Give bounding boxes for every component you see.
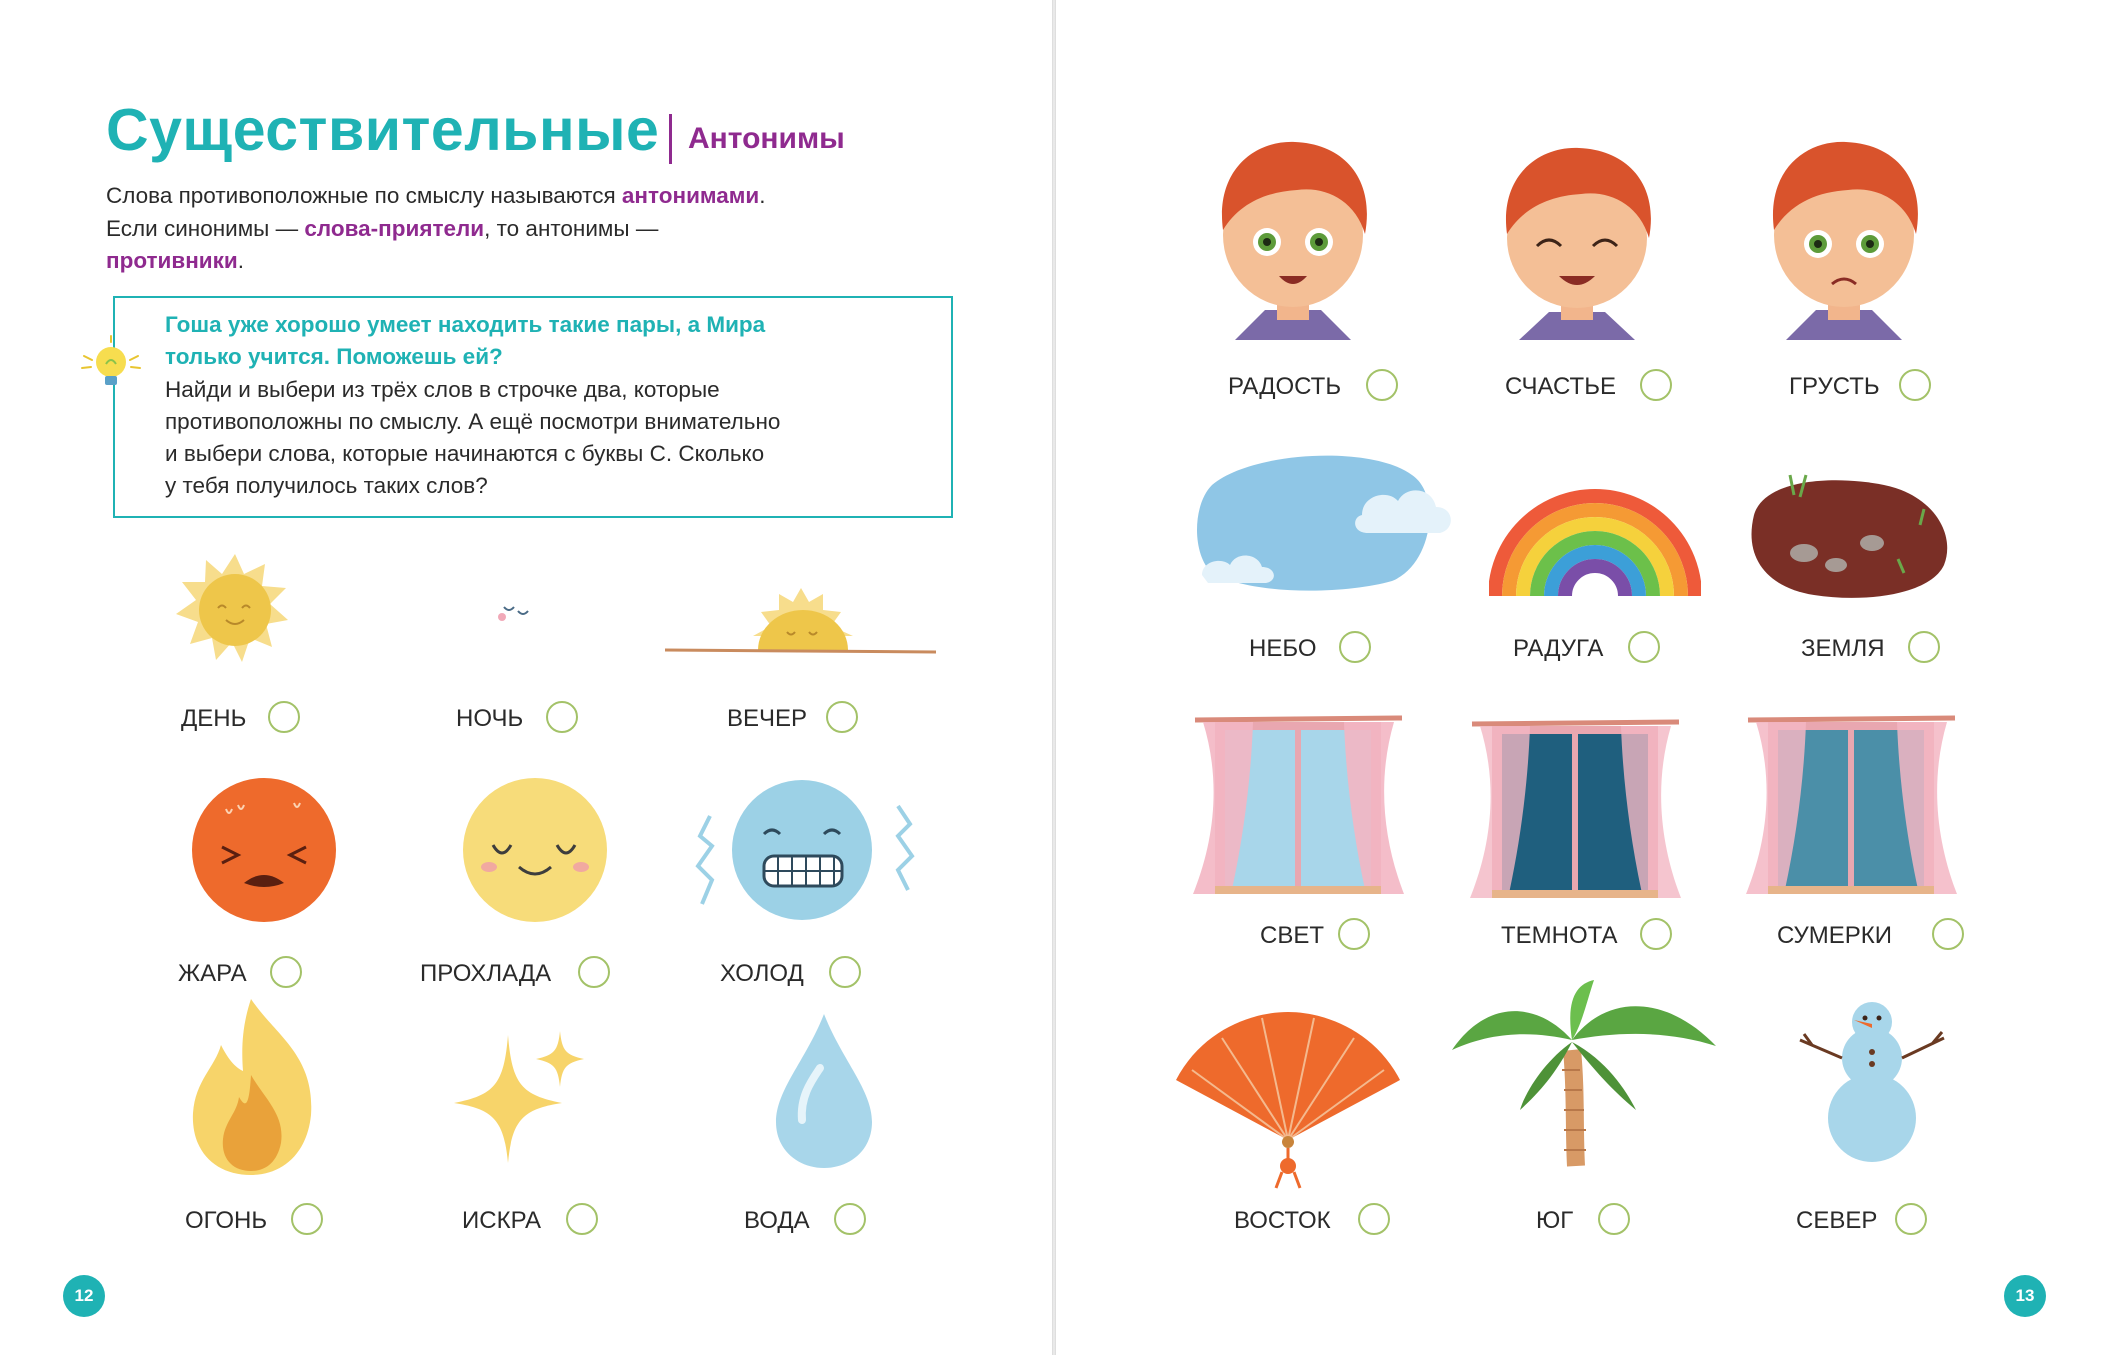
answer-checkbox[interactable] [578, 956, 610, 988]
answer-checkbox[interactable] [829, 956, 861, 988]
snowman-icon [1792, 1000, 1952, 1165]
window-dusk-icon [1744, 710, 1959, 900]
answer-checkbox[interactable] [1339, 631, 1371, 663]
rainbow-icon [1489, 470, 1701, 600]
task-text [165, 309, 925, 503]
task-lead-line: Гоша уже хорошо умеет находить такие пары, а Мира [165, 312, 766, 337]
word-label: СУМЕРКИ [1777, 922, 1893, 949]
happy-boy-icon [1489, 140, 1664, 340]
page-number: 13 [2004, 1275, 2046, 1317]
sunset-icon [663, 582, 938, 662]
task-lead-line: только учится. Поможешь ей? [165, 344, 503, 370]
intro-line-3 [106, 245, 888, 278]
window-light-icon [1191, 710, 1406, 900]
answer-checkbox[interactable] [1628, 631, 1660, 663]
word-label: ЗЕМЛЯ [1801, 635, 1885, 662]
answer-checkbox[interactable] [268, 701, 300, 733]
intro-line-2 [106, 213, 888, 246]
window-dark-icon [1468, 714, 1683, 904]
highlight-term: противники [106, 248, 238, 273]
page-title: Существительные [106, 97, 660, 163]
word-label: СЧАСТЬЕ [1505, 373, 1616, 400]
page-number: 12 [63, 1275, 105, 1317]
highlight-term: слова-приятели [304, 215, 485, 241]
word-label: ХОЛОД [720, 960, 804, 987]
word-label: ГРУСТЬ [1789, 373, 1880, 400]
title-divider [669, 114, 672, 164]
right-page [1056, 0, 2109, 1355]
answer-checkbox[interactable] [1366, 369, 1398, 401]
intro-text-part: Слова противоположные по смыслу называются [106, 183, 622, 208]
answer-checkbox[interactable] [566, 1203, 598, 1235]
word-label: СЕВЕР [1796, 1207, 1878, 1234]
fan-icon [1172, 1010, 1404, 1190]
answer-checkbox[interactable] [1640, 369, 1672, 401]
task-body-line: противоположны по смыслу. А ещё посмотри внимательно [165, 408, 781, 434]
word-label: ТЕМНОТА [1501, 922, 1618, 949]
highlight-term: антонимами [621, 183, 760, 208]
word-label: ИСКРА [462, 1207, 541, 1234]
answer-checkbox[interactable] [1640, 918, 1672, 950]
left-page [0, 0, 1052, 1355]
answer-checkbox[interactable] [1908, 631, 1940, 663]
task-body-line: и выбери слова, которые начинаются с буквы С. Сколько [165, 441, 765, 467]
answer-checkbox[interactable] [270, 956, 302, 988]
hot-face-icon [182, 775, 346, 925]
palm-tree-icon [1446, 980, 1721, 1170]
answer-checkbox[interactable] [1358, 1203, 1390, 1235]
word-label: ЮГ [1536, 1207, 1574, 1234]
word-label: ОГОНЬ [185, 1207, 268, 1234]
word-label: РАДОСТЬ [1228, 373, 1342, 400]
answer-checkbox[interactable] [834, 1203, 866, 1235]
earth-icon [1744, 455, 1956, 605]
word-label: ВЕЧЕР [727, 705, 808, 732]
sun-icon [170, 552, 300, 672]
word-label: ВОСТОК [1234, 1207, 1331, 1234]
intro-text-part: . [237, 248, 244, 273]
answer-checkbox[interactable] [1932, 918, 1964, 950]
cold-face-icon [688, 776, 922, 926]
task-body-line: Найди и выбери из трёх слов в строчке два, которые [165, 376, 720, 402]
word-label: НОЧЬ [456, 705, 524, 732]
water-drop-icon [772, 1010, 876, 1170]
task-body-line: у тебя получилось таких слов? [165, 473, 488, 499]
sparkle-icon [452, 1025, 586, 1165]
answer-checkbox[interactable] [546, 701, 578, 733]
fire-icon [185, 995, 319, 1177]
answer-checkbox[interactable] [826, 701, 858, 733]
sad-boy-icon [1756, 130, 1931, 340]
word-label: СВЕТ [1260, 922, 1325, 949]
intro-text [106, 180, 888, 278]
word-label: ПРОХЛАДА [420, 960, 552, 987]
intro-text-part: Если синонимы — [106, 215, 305, 241]
page-subtitle: Антонимы [688, 122, 845, 155]
cool-face-icon [453, 775, 617, 925]
word-label: ВОДА [744, 1207, 810, 1234]
intro-text-part: . [759, 183, 766, 208]
intro-text-part: , то антонимы — [484, 215, 659, 241]
word-label: НЕБО [1249, 635, 1317, 662]
answer-checkbox[interactable] [1338, 918, 1370, 950]
light-bulb-icon [72, 334, 150, 394]
sky-icon [1192, 445, 1457, 595]
answer-checkbox[interactable] [1899, 369, 1931, 401]
word-label: ЖАРА [178, 960, 247, 987]
answer-checkbox[interactable] [291, 1203, 323, 1235]
answer-checkbox[interactable] [1895, 1203, 1927, 1235]
joyful-boy-icon [1205, 130, 1380, 340]
word-label: РАДУГА [1513, 635, 1604, 662]
moon-icon [466, 545, 596, 675]
word-label: ДЕНЬ [181, 705, 247, 732]
intro-line-1 [106, 180, 888, 213]
answer-checkbox[interactable] [1598, 1203, 1630, 1235]
